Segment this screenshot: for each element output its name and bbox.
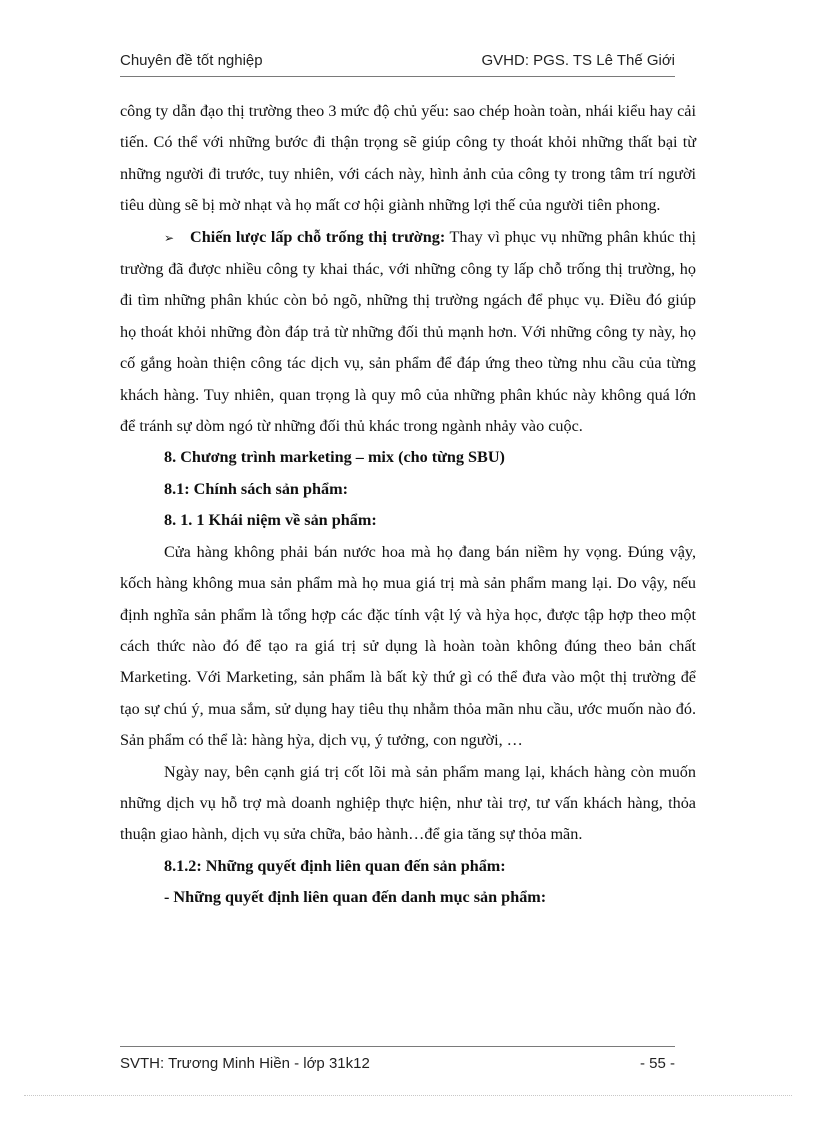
arrow-bullet-icon: ➢ <box>164 230 175 245</box>
section-heading-8-1: 8.1: Chính sách sản phẩm: <box>164 479 348 498</box>
page-header <box>120 50 675 77</box>
bullet-lead-text: Chiến lược lấp chỗ trống thị trường: <box>190 227 446 246</box>
subsection-heading-product-mix: - Những quyết định liên quan đến danh mục sản phẩm: <box>164 888 547 907</box>
bullet-body-text: Thay vì phục vụ những phân khúc thị trường đã được nhiều công ty khai thác, với những công ty lấp chỗ trống thị trường, họ đi tìm những phân khúc còn bỏ ngõ, những thị trường ngách để phục vụ. Điều đó giúp họ thoát khỏi những đòn đáp trả từ những đối thủ mạnh hơn. Với những công ty này, họ cố gắng hoàn thiện công tác dịch vụ, sản phẩm để đáp ứng theo từng nhu cầu của từng khách hàng. Tuy nhiên, quan trọng là quy mô của những phân khúc này không quá lớn để tránh sự dòm ngó từ những đối thủ khác trong ngành nhảy vào cuộc. <box>120 227 696 436</box>
page-bottom-divider <box>24 1095 792 1096</box>
footer-student: SVTH: Trương Minh Hiền - lớp 31k12 <box>120 1055 370 1072</box>
bullet-paragraph <box>120 222 696 443</box>
header-document-title: Chuyên đề tốt nghiệp <box>120 52 263 69</box>
header-supervisor: GVHD: PGS. TS Lê Thế Giới <box>481 52 675 69</box>
document-body <box>120 96 696 914</box>
paragraph-product-concept: Cửa hàng không phải bán nước hoa mà họ đang bán niềm hy vọng. Đúng vậy, kốch hàng không mua sản phẩm mà họ mua giá trị mà sản phẩm mang lại. Do vậy, nếu định nghĩa sản phẩm là tổng hợp các đặc tính vật lý và hỳa học, được tập hợp theo một cách thức nào đó để tạo ra giá trị sử dụng là hoàn toàn không đúng theo bản chất Marketing. Với Marketing, sản phẩm là bất kỳ thứ gì có thể đưa vào một thị trường để tạo sự chú ý, mua sắm, sử dụng hay tiêu thụ nhằm thỏa mãn nhu cầu, ước muốn nào đó. Sản phẩm có thể là: hàng hỳa, dịch vụ, ý tưởng, con người, … <box>120 542 696 750</box>
section-heading-8: 8. Chương trình marketing – mix (cho từng SBU) <box>164 448 505 467</box>
page-number: - 55 - <box>639 1055 675 1072</box>
page-footer <box>120 1046 675 1075</box>
section-heading-8-1-1: 8. 1. 1 Khái niệm về sản phẩm: <box>164 511 377 530</box>
section-heading-8-1-2: 8.1.2: Những quyết định liên quan đến sản phẩm: <box>164 856 506 875</box>
paragraph-continuation: công ty dẫn đạo thị trường theo 3 mức độ chủ yếu: sao chép hoàn toàn, nhái kiểu hay cải tiến. Có thể với những bước đi thận trọng sẽ giúp công ty thoát khỏi những thất bại từ những người đi trước, tuy nhiên, với cách này, hình ảnh của công ty trong tâm trí người tiêu dùng sẽ bị mờ nhạt và họ mất cơ hội giành những lợi thế của người tiên phong. <box>120 102 696 215</box>
paragraph-support-services: Ngày nay, bên cạnh giá trị cốt lõi mà sản phẩm mang lại, khách hàng còn muốn những dịch vụ hỗ trợ mà doanh nghiệp thực hiện, như tài trợ, tư vấn khách hàng, thỏa thuận giao hành, dịch vụ sửa chữa, bảo hành…để gia tăng sự thỏa mãn. <box>120 762 696 844</box>
